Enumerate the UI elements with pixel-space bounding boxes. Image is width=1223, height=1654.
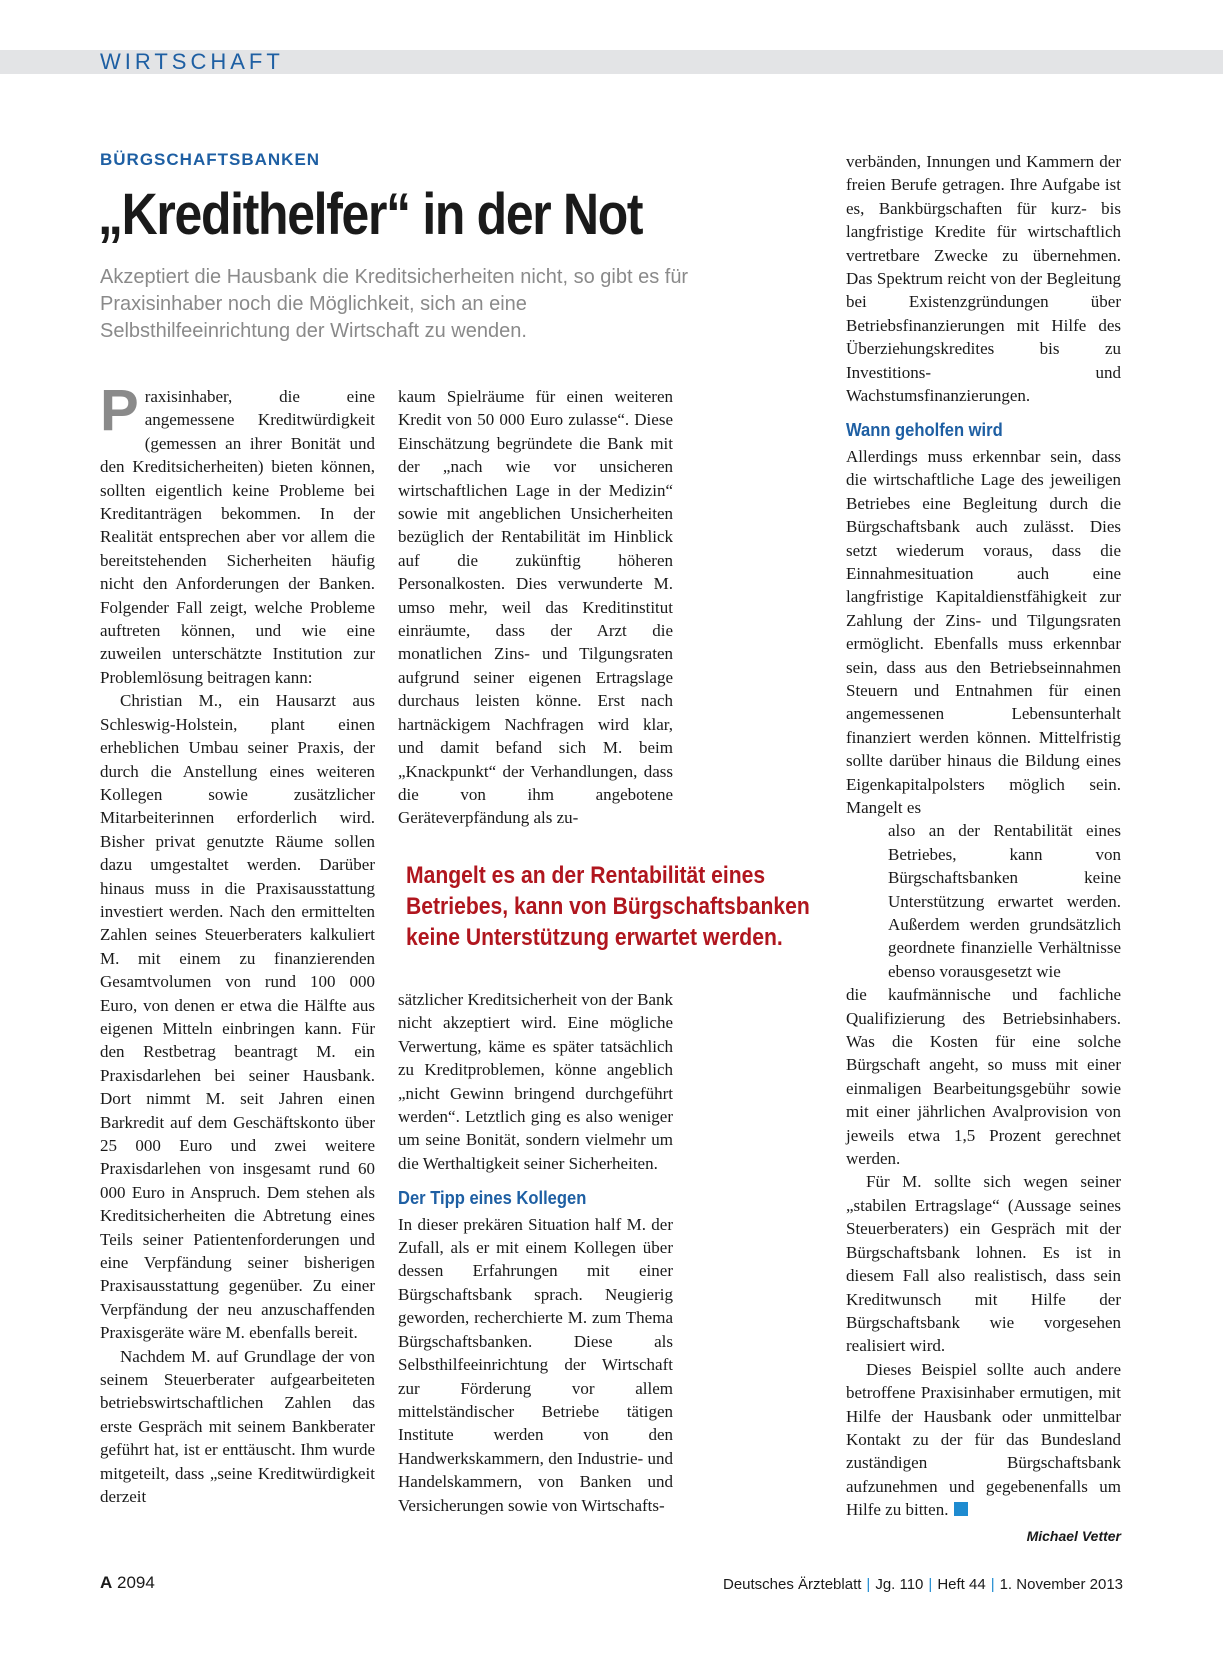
drop-cap: P xyxy=(100,378,139,443)
subheading: Wann geholfen wird xyxy=(846,420,1003,441)
page-number: A 2094 xyxy=(100,1573,155,1592)
pull-quote-line: Betriebes, kann von Bürgschaftsbanken xyxy=(406,893,810,920)
paragraph: Für M. sollte sich wegen seiner „stabilen Ertragslage“ (Aussage seines Steuerberaters) ein Gespräch mit der Bürgschaftsbank lohnen. Es ist in diesem Fall also realistisch, dass sein Kreditwunsch mit Hilfe der Bürgschaftsbank wie vorgesehen realisiert wird. xyxy=(846,1172,1121,1356)
pull-quote-line: keine Unterstützung erwartet werden. xyxy=(406,924,783,951)
paragraph: Nachdem M. auf Grundlage der von seinem Steuerberater aufgearbeiteten betriebswirtschaftlichen Zahlen das erste Gespräch mit seinem Bankberater geführt hat, ist er enttäuscht. Ihm wurde mitgeteilt, dass „seine Kreditwürdigkeit derzeit xyxy=(100,1346,375,1507)
end-mark-icon xyxy=(954,1502,968,1516)
journal-volume: Jg. 110 xyxy=(875,1576,924,1593)
column-2-bottom xyxy=(398,988,673,1517)
journal-name: Deutsches Ärzteblatt xyxy=(723,1576,862,1593)
paragraph: sätzlicher Kreditsicherheit von der Bank nicht akzeptiert wird. Eine mögliche Verwertung, käme es später tatsächlich zu Kreditproblemen, könne angeblich „nicht Gewinn bringend durchgeführt werden“. Letztlich ging es also weniger um seine Bonität, sondern vielmehr um die Werthaltigkeit seiner Sicherheiten. xyxy=(398,990,673,1173)
paragraph: verbänden, Innungen und Kammern der freien Berufe getragen. Ihre Aufgabe ist es, Bankbürgschaften für kurz- bis langfristige Kredite für wirtschaftlich vertretbare Zwecke zu übernehmen. Das Spektrum reicht von der Begleitung bei Existenzgründungen über Betriebsfinanzierungen mit Hilfe des Überziehungskredites bis zu Investitions- und Wachstumsfinanzierungen. xyxy=(846,152,1121,406)
author: Michael Vetter xyxy=(1026,1528,1121,1544)
paragraph: Christian M., ein Hausarzt aus Schleswig-Holstein, plant einen erheblichen Umbau seiner Praxis, der durch die Anstellung eines weiteren Kollegen sowie zusätzlicher Mitarbeiterinnen erforderlich wird. Bisher privat genutzte Räume sollen dazu umgestaltet werden. Darüber hinaus muss in die Praxisausstattung investiert werden. Nach den ermittelten Zahlen seines Steuerberaters kalkuliert M. mit einem zu finanzierenden Gesamtvolumen von rund 100 000 Euro, von denen er etwa die Hälfte aus eigenen Mitteln einbringen kann. Für den Restbetrag beantragt M. ein Praxisdarlehen bei seiner Hausbank. Dort nimmt M. seit Jahren einen Barkredit auf dem Geschäftskonto über 25 000 Euro und zwei weitere Praxisdarlehen von insgesamt rund 60 000 Euro in Anspruch. Dem stehen als Kreditsicherheiten die Abtretung eines Teils seiner Patientenforderungen und eine Verpfändung seiner bisherigen Praxisausstattung gegenüber. Zu einer Verpfändung der neu anzuschaffenden Praxisgeräte wäre M. ebenfalls bereit. xyxy=(100,691,375,1343)
column-2-top xyxy=(398,385,673,830)
journal-issue: Heft 44 xyxy=(937,1576,986,1593)
paragraph: In dieser prekären Situation half M. der Zufall, als er mit einem Kollegen über dessen Erfahrungen mit einer Bürgschaftsbank sprach. Neugierig geworden, recherchierte M. zum Thema Bürgschaftsbanken. Diese als Selbsthilfeeinrichtung der Wirtschaft zur Förderung vor allem mittelständischer Betriebe tätigen Institute werden von den Handwerkskammern, den Industrie- und Handelskammern, von Banken und Versicherungen sowie von Wirtschafts- xyxy=(398,1214,673,1515)
paragraph: Praxisinhaber, die eine angemessene Kreditwürdigkeit (gemessen an ihrer Bonität und den Kreditsicherheiten) bieten können, sollten eigentlich keine Probleme bei Kreditanträgen bekommen. In der Realität entsprechen aber vor allem die bereitstehenden Sicherheiten häufig nicht den Anforderungen der Banken. Folgender Fall zeigt, welche Probleme auftreten können, und wie eine zuweilen unterschätzte Institution zur Problemlösung beitragen kann: xyxy=(100,378,375,687)
paragraph: die kaufmännische und fachliche Qualifizierung des Betriebsinhabers. Was die Kosten für eine solche Bürgschaft angeht, so muss mit einer einmaligen Bearbeitungsgebühr sowie mit einer jährlichen Avalprovision von jeweils etwa 1,5 Prozent gerechnet werden. xyxy=(846,985,1121,1169)
journal-date: 1. November 2013 xyxy=(999,1576,1123,1593)
journal-footer: Deutsches Ärzteblatt | Jg. 110 | Heft 44 | 1. November 2013 xyxy=(723,1576,1123,1593)
pull-quote xyxy=(406,860,856,953)
paragraph: Allerdings muss erkennbar sein, dass die wirtschaftliche Lage des jeweiligen Betriebes eine Begleitung durch die Bürgschaftsbank auch zulässt. Dies setzt wiederum voraus, dass die Einnahmesituation auch eine langfristige Kapitaldienstfähigkeit zur Zahlung der Zins- und Tilgungsraten ermöglicht. Ebenfalls muss erkennbar sein, dass aus den Betriebseinnahmen Steuern und Entnahmen für einen angemessenen Lebensunterhalt finanziert werden können. Mittelfristig sollte darüber hinaus die Bildung eines Eigenkapitalpolsters möglich sein. Mangelt es xyxy=(846,446,1121,817)
paragraph-indented: also an der Rentabilität eines Betriebes, kann von Bürgschaftsbanken keine Unterstützung erwartet werden. Außerdem werden grundsätzlich geordnete finanzielle Verhältnisse ebenso vorausgesetzt wie xyxy=(888,821,1121,981)
paragraph: Dieses Beispiel sollte auch andere betroffene Praxisinhaber ermutigen, mit Hilfe der Hausbank oder unmittelbar Kontakt zu der für das Bundesland zuständigen Bürgschaftsbank aufzunehmen und gegebenenfalls um Hilfe zu bitten. xyxy=(846,1359,1121,1520)
column-3 xyxy=(846,150,1121,1522)
column-1 xyxy=(100,378,375,1509)
paragraph: kaum Spielräume für einen weiteren Kredit von 50 000 Euro zulasse“. Diese Einschätzung begründete die Bank mit der „nach wie vor unsicheren wirtschaftlichen Lage in der Medizin“ sowie mit angeblichen Unsicherheiten bezüglich der Rentabilität im Hinblick auf die zukünftig höheren Personalkosten. Dies verwunderte M. umso mehr, weil das Kreditinstitut einräumte, dass der Arzt die monatlichen Zins- und Tilgungsraten aufgrund seiner eigenen Ertragslage durchaus leisten könne. Erst nach hartnäckigem Nachfragen wird klar, und damit befand sich M. beim „Knackpunkt“ der Verhandlungen, dass die von ihm angebotene Geräteverpfändung als zu- xyxy=(398,387,673,828)
article-title: „Kredithelfer“ in der Not xyxy=(98,182,643,247)
article-lead: Akzeptiert die Hausbank die Kreditsicherheiten nicht, so gibt es für Praxisinhaber noch die Möglichkeit, sich an eine Selbsthilfeeinrichtung der Wirtschaft zu wenden. xyxy=(100,266,689,342)
article-kicker: BÜRGSCHAFTSBANKEN xyxy=(100,150,321,169)
pull-quote-line: Mangelt es an der Rentabilität eines xyxy=(406,862,766,889)
section-label: WIRTSCHAFT xyxy=(100,49,284,74)
subheading: Der Tipp eines Kollegen xyxy=(398,1188,587,1209)
